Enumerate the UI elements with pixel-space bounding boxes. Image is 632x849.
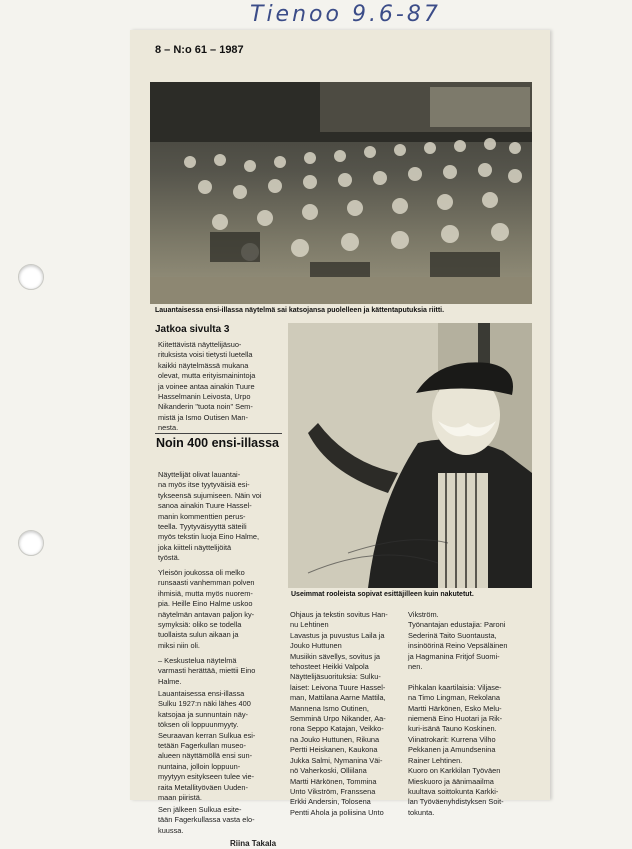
text-line: na Timo Lingman, Rekolana (408, 693, 501, 703)
photo2-caption: Useimmat rooleista sopivat esittäjilleen kuin nakutetut. (291, 591, 474, 598)
text-line (408, 672, 526, 682)
text-line: symyksiä: oliko se todella (158, 620, 242, 630)
text-line: laiset: Leivona Tuure Hassel- (290, 682, 386, 692)
text-line: mistä ja Ismo Outisen Man- (158, 412, 248, 422)
text-line: olevat, mutta erityismainintoja (158, 371, 256, 381)
text-line: rituksista voisi tietysti luetella (158, 350, 253, 360)
text-line: Erkki Andersin, Tolosena (290, 797, 371, 807)
punch-hole (18, 264, 44, 290)
text-line: Vikström. (408, 610, 439, 619)
audience-photo-image (150, 82, 532, 304)
text-line: joka kiitteli näyttelijöitä (158, 542, 232, 552)
divider (155, 433, 282, 434)
text-line: nu Lehtinen (290, 620, 329, 630)
text-line: Näyttelijäsuorituksia: Sulku- (290, 672, 381, 682)
text-line: ihmisiä, mutta myös nuorem- (158, 588, 253, 598)
text-line: na Jouko Huttunen, Rikuna (290, 734, 380, 744)
text-line: kaikki näytelmässä mukana (158, 360, 249, 370)
text-line: Pekkanen ja Amundsenina (408, 745, 496, 755)
text-line: niemenä Eino Huotari ja Rik- (408, 714, 503, 724)
text-line: Pihkalan kaartilaisia: Viljase- (408, 682, 502, 692)
photo1-caption: Lauantaisessa ensi-illassa näytelmä sai katsojansa puolelleen ja kättentaputuksia riitti. (155, 307, 445, 314)
text-line: Mannena Ismo Outinen, (290, 703, 369, 713)
text-line: tokunta. (408, 807, 435, 817)
section-heading: Noin 400 ensi-illassa (156, 436, 279, 450)
text-line: nesta. (158, 423, 179, 433)
text-line: insinöörinä Reino Vepsäläinen (408, 641, 508, 651)
text-line: tykseensä sujumiseen. Näin voi (158, 490, 262, 500)
audience-photo (150, 82, 532, 304)
text-line: Mieskuoro ja äänimaailma (408, 776, 494, 786)
text-line: katsojaa ja sunnuntain näy- (158, 709, 248, 719)
text-line: työstä. (158, 553, 180, 563)
text-line: tään Fagerkullassa vasta elo- (158, 815, 255, 825)
handwritten-note: Tienoo 9.6-87 (250, 2, 441, 27)
text-line: Lavastus ja puvustus Laila ja (290, 630, 385, 640)
text-line: Työnantajan edustajia: Paroni (408, 620, 506, 630)
author-byline: Riina Takala (230, 839, 277, 848)
text-line: Seuraavan kerran Sulkua esi- (158, 730, 256, 740)
text-line: myös tekstin luoja Eino Halme, (158, 532, 260, 542)
text-line: Ohjaus ja tekstin sovitus Han- (290, 610, 388, 619)
text-line: ja voinee antaa ainakin Tuure (158, 381, 255, 391)
text-line: myytyyn esitykseen tulee vie- (158, 772, 255, 782)
credits-column-right (408, 610, 526, 818)
text-line: nen. (408, 662, 423, 672)
text-line: alueen näyttämöllä ensi sun- (158, 751, 253, 761)
paragraph-5 (158, 689, 282, 803)
text-line: tehosteet Heikki Valpola (290, 662, 369, 672)
text-line: Hasselmanin Leivosta, Urpo (158, 392, 251, 402)
actor-photo (288, 323, 532, 588)
text-line: lan Työväenyhdistyksen Soit- (408, 797, 504, 807)
text-line: kuultava soittokunta Karkki- (408, 786, 499, 796)
text-line: Yleisön joukossa oli melko (158, 568, 245, 577)
text-line: Halme. (158, 676, 182, 686)
text-line: töksen oli loppuunmyyty. (158, 720, 239, 730)
text-line: Jouko Huttunen (290, 641, 342, 651)
text-line: Näyttelijät olivat lauantai- (158, 470, 241, 479)
text-line: Jukka Salmi, Nymanina Väi- (290, 755, 383, 765)
text-line: Lauantaisessa ensi-illassa (158, 689, 245, 698)
text-line: manin kommenttien perus- (158, 511, 246, 521)
text-line: Martti Härkönen, Tommina (290, 776, 377, 786)
text-line: Pertti Heiskanen, Kaukona (290, 745, 378, 755)
continued-heading: Jatkoa sivulta 3 (155, 324, 230, 335)
paragraph-4 (158, 656, 282, 687)
page-header: 8 – N:o 61 – 1987 (155, 44, 244, 56)
text-line: Musiikin sävellys, sovitus ja (290, 651, 380, 661)
text-line: Martti Härkönen, Esko Melu- (408, 703, 502, 713)
text-line: Nikanderin "tuota noin" Sem- (158, 402, 253, 412)
text-line: Viinatrokarit: Kurrena Vilho (408, 734, 496, 744)
text-line: man, Mattilana Aarne Mattila, (290, 693, 386, 703)
text-line: tetään Fagerkullan museo- (158, 741, 246, 751)
paragraph-2 (158, 470, 282, 564)
paragraph-3 (158, 568, 282, 651)
text-line: Sulku 1927:n näki lähes 400 (158, 699, 251, 709)
text-line: nuntaina, jolloin loppuun- (158, 761, 241, 771)
text-line: kuussa. (158, 825, 184, 835)
text-line: maan piiristä. (158, 793, 202, 803)
actor-photo-image (288, 323, 532, 588)
text-line: Sederinä Taito Suontausta, (408, 630, 497, 640)
credits-column-middle (290, 610, 402, 818)
text-line: miksi niin oli. (158, 640, 200, 650)
text-line: pia. Heille Eino Halme uskoo (158, 599, 253, 609)
text-line: Semminä Urpo Nikander, Aa- (290, 714, 386, 724)
punch-hole (18, 530, 44, 556)
text-line: Kiitettävistä näyttelijäsuo- (158, 340, 242, 349)
text-line: rona Seppo Katajan, Veikko- (290, 724, 384, 734)
text-line: raita Metallityöväen Uuden- (158, 782, 248, 792)
text-line: kuri-isänä Tauno Koskinen. (408, 724, 497, 734)
text-line: varmasti herättää, miettii Eino (158, 666, 256, 676)
text-line: Sen jälkeen Sulkua esite- (158, 805, 242, 814)
paragraph-1 (158, 340, 282, 434)
text-line: tuollaista sulun aikaan ja (158, 630, 239, 640)
text-line: teella. Tyytyväisyyttä säteili (158, 522, 247, 532)
text-line: nö Vaherkoski, Olliilana (290, 766, 367, 776)
text-line: näytelmän antavan paljon ky- (158, 609, 255, 619)
text-line: Unto Vikström, Franssena (290, 786, 376, 796)
paragraph-6 (158, 805, 282, 836)
text-line: Rainer Lehtinen. (408, 755, 463, 765)
text-line: runsaasti vanhemman polven (158, 578, 255, 588)
text-line: Kuoro on Karkkilan Työväen (408, 766, 501, 776)
text-line: – Keskustelua näytelmä (158, 656, 237, 665)
text-line: ja Hagmanina Fritjof Suomi- (408, 651, 500, 661)
text-line: Pentti Ahola ja poliisina Unto (290, 807, 384, 817)
text-line: na myös itse tyytyväisiä esi- (158, 480, 250, 490)
text-line: sanoa ainakin Tuure Hassel- (158, 501, 252, 511)
